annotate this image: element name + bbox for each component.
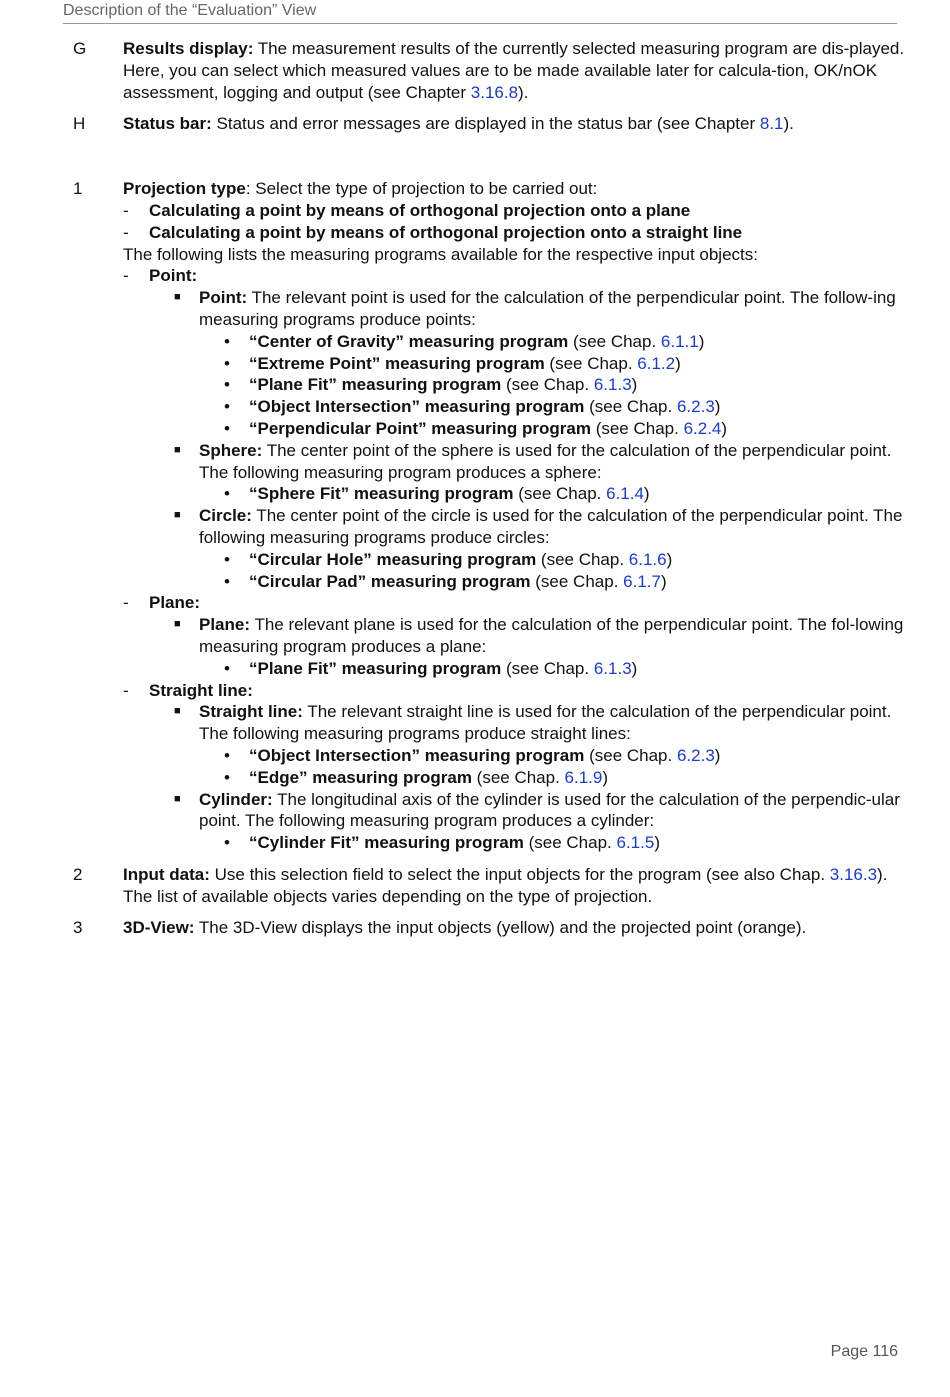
program-list	[123, 658, 913, 680]
item-cylinder: ■ Cylinder: The longitudinal axis of the cylinder is used for the calculation of the perpendic-ular point. The following measuring program produces a cylinder:	[174, 789, 900, 831]
list-intro: The following lists the measuring programs available for the respective input objects:	[123, 244, 758, 264]
chapter-link[interactable]: 6.1.6	[628, 549, 667, 569]
square-bullet-icon: ■	[174, 291, 181, 304]
program-list-item: • “Plane Fit” measuring program (see Chap. 6.1.3)	[224, 658, 638, 678]
group-straight-line: - Straight line:	[123, 680, 253, 700]
group-point: - Point:	[123, 266, 198, 286]
chapter-link[interactable]: 6.2.3	[676, 745, 715, 765]
item-straight-line: ■ Straight line: The relevant straight line is used for the calculation of the perpendicular point. The following measuring programs produce straight lines:	[174, 702, 892, 744]
program-list-item: • “Cylinder Fit” measuring program (see Chap. 6.1.5)	[224, 833, 660, 853]
entry-h: H Status bar: Status and error messages are displayed in the status bar (see Chapter 8.1).	[73, 114, 794, 134]
entry-g: G Results display: The measurement results of the currently selected measuring program are dis-played. Here, you can select which measured values are to be made available later for calcula-tion, OK/nOK assessment, logging and output (see Chapter 3.16.8).	[73, 39, 905, 102]
program-list-item: • “Object Intersection” measuring program (see Chap. 6.2.3)	[224, 745, 721, 765]
square-bullet-icon: ■	[174, 509, 181, 522]
projection-type-plane: - Calculating a point by means of orthogonal projection onto a plane	[123, 200, 691, 220]
program-list	[123, 745, 913, 789]
chapter-link[interactable]: 6.1.3	[593, 375, 632, 395]
round-bullet-icon: •	[224, 833, 230, 853]
round-bullet-icon: •	[224, 658, 230, 678]
square-bullet-icon: ■	[174, 792, 181, 805]
program-list	[123, 483, 913, 505]
chapter-link[interactable]: 6.1.2	[637, 353, 676, 373]
program-list-item: • “Edge” measuring program (see Chap. 6.1.9)	[224, 767, 609, 787]
program-list-item: • “Extreme Point” measuring program (see Chap. 6.1.2)	[224, 353, 681, 373]
page-number: Page 116	[830, 1343, 898, 1360]
round-bullet-icon: •	[224, 397, 230, 417]
chapter-link[interactable]: 6.1.7	[623, 571, 661, 591]
chapter-link[interactable]: 3.16.3	[829, 864, 878, 884]
entry-key: H	[73, 114, 86, 134]
program-list-item: • “Circular Hole” measuring program (see Chap. 6.1.6)	[224, 549, 673, 569]
chapter-link[interactable]: 8.1	[759, 114, 784, 134]
chapter-link[interactable]: 6.1.3	[593, 658, 632, 678]
square-bullet-icon: ■	[174, 618, 181, 631]
projection-type-line: - Calculating a point by means of orthogonal projection onto a straight line	[123, 222, 743, 242]
item-point: ■ Point: The relevant point is used for the calculation of the perpendicular point. The follow-ing measuring programs produce points:	[174, 288, 896, 329]
round-bullet-icon: •	[224, 484, 230, 504]
page-header: Description of the “Evaluation” View	[63, 2, 897, 24]
entry-3: 3 3D-View: The 3D-View displays the input objects (yellow) and the projected point (orange).	[73, 918, 807, 938]
entry-key: 3	[73, 918, 83, 938]
program-list	[123, 331, 913, 440]
chapter-link[interactable]: 6.1.1	[660, 331, 699, 351]
round-bullet-icon: •	[224, 767, 230, 787]
round-bullet-icon: •	[224, 745, 230, 765]
round-bullet-icon: •	[224, 353, 230, 373]
item-circle: ■ Circle: The center point of the circle is used for the calculation of the perpendicular point. The following measuring programs produce circles:	[174, 506, 903, 547]
program-list-item: • “Plane Fit” measuring program (see Chap. 6.1.3)	[224, 375, 638, 395]
entry-key: G	[73, 39, 87, 58]
program-list-item: • “Sphere Fit” measuring program (see Chap. 6.1.4)	[224, 484, 650, 504]
chapter-link[interactable]: 6.1.5	[616, 833, 655, 853]
round-bullet-icon: •	[224, 549, 230, 569]
round-bullet-icon: •	[224, 331, 230, 351]
entry-key: 2	[73, 864, 83, 884]
item-sphere: ■ Sphere: The center point of the sphere is used for the calculation of the perpendicular point. The following measuring program produces a sphere:	[174, 440, 892, 482]
chapter-link[interactable]: 6.2.4	[683, 418, 722, 438]
program-list-item: • “Object Intersection” measuring program (see Chap. 6.2.3)	[224, 397, 721, 417]
chapter-link[interactable]: 3.16.8	[470, 82, 519, 102]
chapter-link[interactable]: 6.1.4	[606, 484, 644, 504]
round-bullet-icon: •	[224, 375, 230, 395]
program-list-item: • “Center of Gravity” measuring program (see Chap. 6.1.1)	[224, 331, 705, 351]
chapter-link[interactable]: 6.1.9	[564, 767, 603, 787]
group-plane: - Plane:	[123, 593, 201, 613]
program-list	[123, 549, 913, 593]
entry-2: 2 Input data: Use this selection field to select the input objects for the program (see also Chap. 3.16.3). The list of available objects varies depending on the type of projection.	[73, 864, 888, 906]
document-body	[73, 38, 913, 949]
round-bullet-icon: •	[224, 418, 230, 438]
entry-key: 1	[73, 179, 83, 199]
program-list-item: • “Circular Pad” measuring program (see Chap. 6.1.7)	[224, 571, 667, 591]
entry-1: 1 Projection type: Select the type of projection to be carried out: - Calculating a point by means of orthogonal projection onto a plane - Calculating a point by means of orthogonal projection onto a straight line The following lists the measuring programs available for the respective input objects: - Point: ■ Point: The relevant point is used for the calculation of the perpendicular point. The follow-ing measuring programs produce points: • “Center of Gravity” measuring program (see Chap. 6.1.1) • “Extreme Point” measuring program (see Chap. 6.1.2) • “Plane Fit” measuring program (see Chap. 6.1.3) • “Object Intersection” measuring program (see Chap. 6.2.3) • “Perpendicular Point” measuring program (see Chap. 6.2.4) ■ Sphere: The center point of the sphere is used for the calculation of the perpendicular point. The following measuring program produces a sphere: • “Sphere Fit” measuring program (see Chap. 6.1.4) ■ Circle: The center point of the circle is used for the calculation of the perpendicular point. The following measuring programs produce circles: • “Circular Hole” measuring program (see Chap. 6.1.6) • “Circular Pad” measuring program (see Chap. 6.1.7) - Plane: ■ Plane: The relevant plane is used for the calculation of the perpendicular point. The fol-lowing measuring program produces a plane: • “Plane Fit” measuring program (see Chap. 6.1.3) - Straight line: ■ Straight line: The relevant straight line is used for the calculation of the perpendicular point. The following measuring programs produce straight lines: • “Object Intersection” measuring program (see Chap. 6.2.3) • “Edge” measuring program (see Chap. 6.1.9) ■ Cylinder: The longitudinal axis of the cylinder is used for the calculation of the perpendic-ular point. The following measuring program produces a cylinder: • “Cylinder Fit” measuring program (see Chap. 6.1.5)	[73, 178, 913, 854]
item-plane: ■ Plane: The relevant plane is used for the calculation of the perpendicular point. The fol-lowing measuring program produces a plane:	[174, 615, 904, 656]
program-list	[123, 832, 913, 854]
round-bullet-icon: •	[224, 571, 230, 591]
square-bullet-icon: ■	[174, 443, 181, 456]
program-list-item: • “Perpendicular Point” measuring program (see Chap. 6.2.4)	[224, 418, 728, 438]
square-bullet-icon: ■	[174, 705, 181, 718]
chapter-link[interactable]: 6.2.3	[676, 397, 715, 417]
